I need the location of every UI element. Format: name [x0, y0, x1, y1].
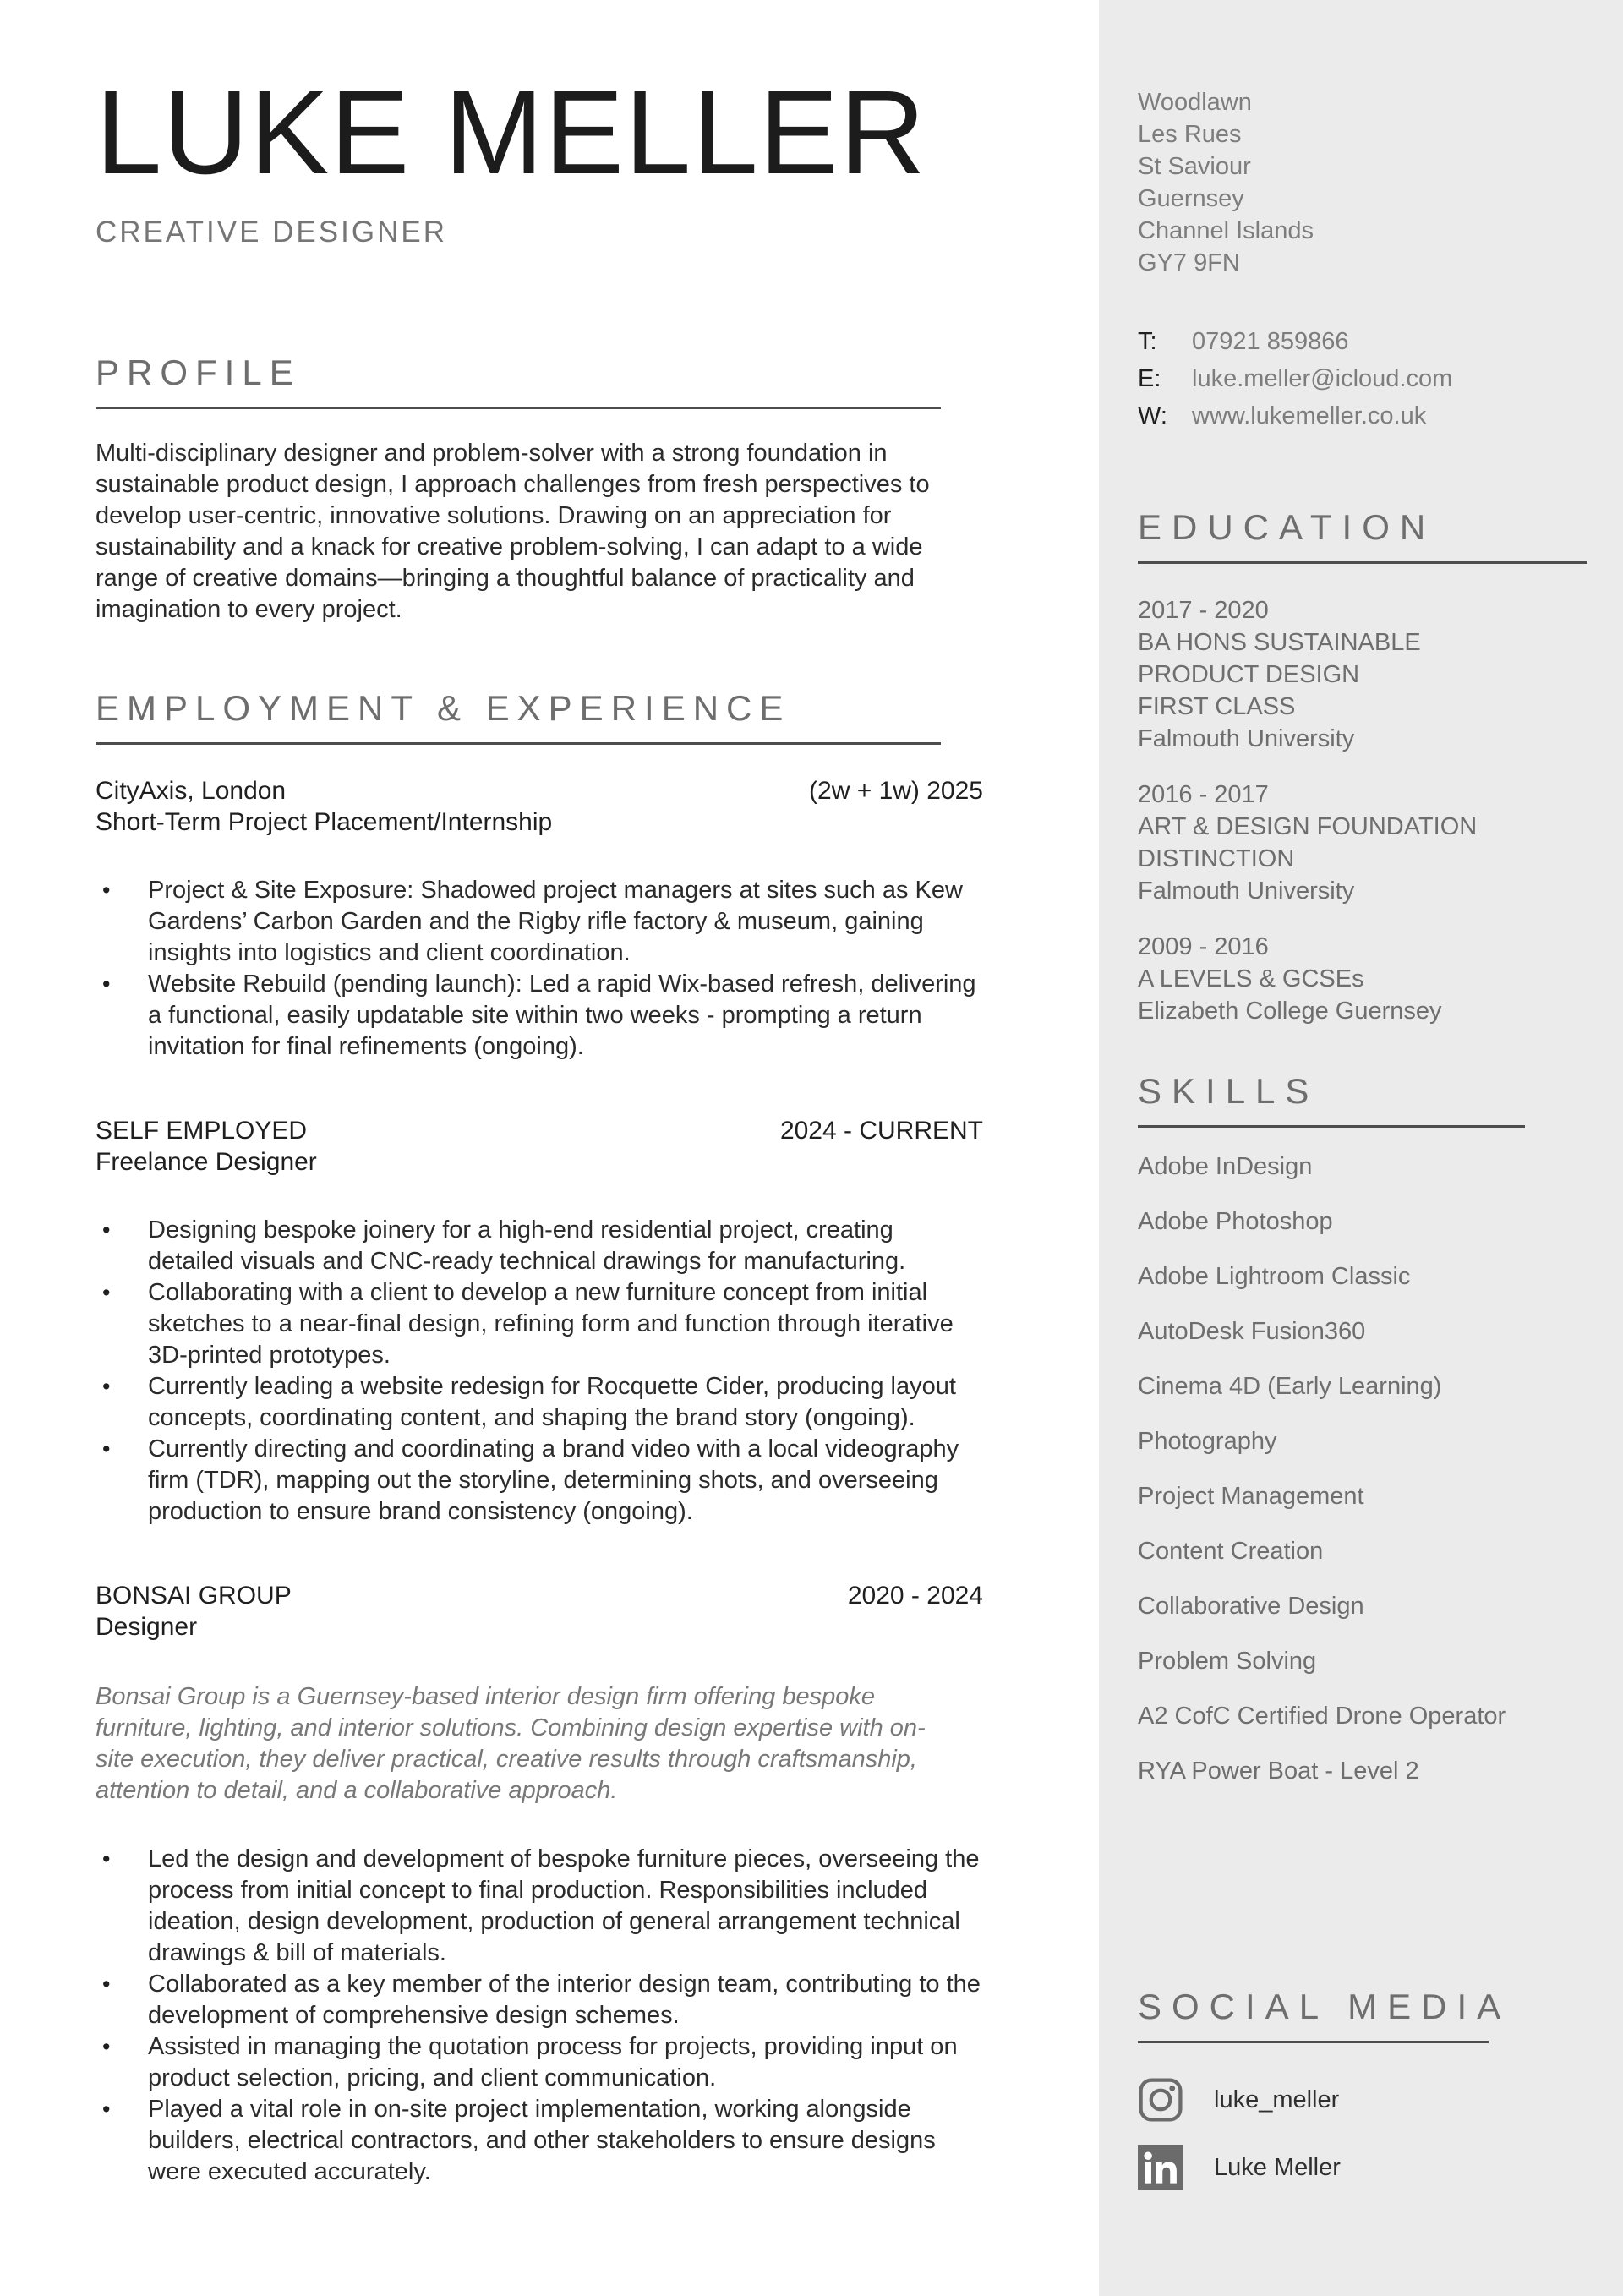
page-title: LUKE MELLER — [96, 65, 926, 199]
job-company: BONSAI GROUP — [96, 1582, 292, 1610]
skills-heading: SKILLS — [1138, 1071, 1320, 1111]
skill-item: AutoDesk Fusion360 — [1138, 1318, 1366, 1345]
education-grade: DISTINCTION — [1138, 845, 1295, 872]
linkedin-icon — [1138, 2145, 1183, 2190]
job-bullet-list — [96, 1844, 983, 2188]
contact-block — [1138, 323, 1587, 435]
address-line: Les Rues — [1138, 121, 1242, 148]
address-line: St Saviour — [1138, 153, 1251, 180]
employment-section — [96, 688, 983, 2188]
profile-heading: PROFILE — [96, 353, 301, 392]
bullet-item: • Played a vital role in on-site project implementation, working alongside builders, electrical contractors, and other stakeholders to ensure designs were executed accurately. — [96, 2094, 983, 2188]
social-media-heading: SOCIAL MEDIA — [1138, 1987, 1511, 2026]
profile-section — [96, 353, 983, 626]
skill-item: Adobe InDesign — [1138, 1153, 1313, 1180]
section-rule — [1138, 1125, 1525, 1128]
section-rule — [1138, 2041, 1489, 2043]
linkedin-handle[interactable]: Luke Meller — [1214, 2153, 1341, 2181]
bullet-item: • Led the design and development of bespoke furniture pieces, overseeing the process from initial concept to final production. Responsibilities included ideation, design development, production of general arrangement technical drawings & bill of materials. — [96, 1844, 983, 1969]
education-section — [1138, 507, 1587, 1027]
bullet-item: • Collaborating with a client to develop a new furniture concept from initial sketches to a near-final design, refining form and function through iterative 3D-printed prototypes. — [96, 1277, 983, 1371]
job-company: SELF EMPLOYED — [96, 1117, 308, 1145]
education-dates: 2009 - 2016 — [1138, 933, 1269, 960]
employment-heading: EMPLOYMENT & EXPERIENCE — [96, 688, 791, 728]
job-title-subtitle: CREATIVE DESIGNER — [96, 216, 447, 249]
education-degree: PRODUCT DESIGN — [1138, 661, 1360, 688]
job-entry-cityaxis — [96, 775, 983, 1063]
skill-item: A2 CofC Certified Drone Operator — [1138, 1703, 1506, 1730]
website-link[interactable]: www.lukemeller.co.uk — [1192, 402, 1427, 429]
instagram-account-row[interactable] — [1138, 2077, 1587, 2123]
skills-section — [1138, 1071, 1587, 1787]
education-dates: 2016 - 2017 — [1138, 781, 1269, 808]
address-line: Channel Islands — [1138, 217, 1314, 244]
section-rule — [1138, 561, 1587, 564]
job-header — [96, 775, 983, 806]
skill-item: Project Management — [1138, 1483, 1364, 1510]
contact-email-row — [1138, 360, 1587, 397]
address-line: Woodlawn — [1138, 89, 1252, 116]
address-line: Guernsey — [1138, 185, 1244, 212]
job-company: CityAxis, London — [96, 777, 287, 805]
education-school: Falmouth University — [1138, 877, 1355, 905]
profile-text: Multi-disciplinary designer and problem-solver with a strong foundation in sustainable product design, I approach challenges from fresh perspectives to develop user-centric, innovative solutions. Drawing on an appreciation for sustainability and a knack for creative problem-solving, I can adapt to a wide range of creative domains—bringing a thoughtful balance of practicality and imagination to every project. — [96, 440, 930, 623]
email-label: E: — [1138, 365, 1161, 392]
job-role: Designer — [96, 1613, 198, 1641]
skill-item: Content Creation — [1138, 1538, 1324, 1565]
bullet-item: • Currently leading a website redesign for Rocquette Cider, producing layout concepts, coordinating content, and shaping the brand story (ongoing). — [96, 1371, 983, 1434]
job-bullet-list — [96, 1215, 983, 1528]
email-link[interactable]: luke.meller@icloud.com — [1192, 365, 1453, 392]
section-rule — [96, 407, 941, 409]
education-dates: 2017 - 2020 — [1138, 597, 1269, 624]
sidebar — [1099, 0, 1623, 2296]
bullet-item: • Designing bespoke joinery for a high-end residential project, creating detailed visuals and CNC-ready technical drawings for manufacturing. — [96, 1215, 983, 1277]
education-degree: BA HONS SUSTAINABLE — [1138, 629, 1421, 656]
education-heading: EDUCATION — [1138, 507, 1436, 547]
social-media-section — [1138, 1987, 1587, 2190]
address-block — [1138, 86, 1587, 279]
linkedin-account-row[interactable] — [1138, 2145, 1587, 2190]
skill-item: Collaborative Design — [1138, 1593, 1364, 1620]
job-bullet-list — [96, 875, 983, 1063]
skill-item: Photography — [1138, 1428, 1277, 1455]
education-entry — [1138, 779, 1587, 907]
contact-website-row — [1138, 397, 1587, 435]
main-column — [96, 0, 983, 2188]
job-header — [96, 1115, 983, 1146]
bullet-item: • Website Rebuild (pending launch): Led a rapid Wix-based refresh, delivering a functional, easily updatable site within two weeks - prompting a return invitation for final refinements (ongoing). — [96, 969, 983, 1063]
job-header — [96, 1580, 983, 1611]
education-school: Falmouth University — [1138, 725, 1355, 752]
job-date: (2w + 1w) 2025 — [809, 777, 983, 805]
skill-item: Adobe Photoshop — [1138, 1208, 1333, 1235]
address-line: GY7 9FN — [1138, 249, 1240, 276]
bullet-item: • Collaborated as a key member of the interior design team, contributing to the development of comprehensive design schemes. — [96, 1969, 983, 2031]
company-description: Bonsai Group is a Guernsey-based interior design firm offering bespoke furniture, lighting, and interior solutions. Combining design expertise with on-site execution, they deliver practical, creative results through craftsmanship, attention to detail, and a collaborative approach. — [96, 1683, 926, 1804]
job-entry-self-employed — [96, 1115, 983, 1528]
skill-item: Adobe Lightroom Classic — [1138, 1263, 1411, 1290]
website-label: W: — [1138, 402, 1167, 429]
job-entry-bonsai-group — [96, 1580, 983, 2188]
education-school: Elizabeth College Guernsey — [1138, 998, 1442, 1025]
job-role: Freelance Designer — [96, 1148, 317, 1176]
skill-item: Cinema 4D (Early Learning) — [1138, 1373, 1442, 1400]
skill-item: Problem Solving — [1138, 1648, 1317, 1675]
bullet-item: • Project & Site Exposure: Shadowed project managers at sites such as Kew Gardens’ Carbon Garden and the Rigby rifle factory & museum, gaining insights into logistics and client coordination. — [96, 875, 983, 969]
education-entry — [1138, 594, 1587, 755]
job-role: Short-Term Project Placement/Internship — [96, 808, 553, 836]
contact-phone-row — [1138, 323, 1587, 360]
job-date: 2020 - 2024 — [847, 1582, 983, 1610]
section-rule — [96, 742, 941, 745]
education-degree: A LEVELS & GCSEs — [1138, 965, 1364, 992]
bullet-item: • Currently directing and coordinating a brand video with a local videography firm (TDR), mapping out the storyline, determining shots, and overseeing production to ensure brand consistency (ongoing). — [96, 1434, 983, 1528]
bullet-item: • Assisted in managing the quotation process for projects, providing input on product selection, pricing, and client communication. — [96, 2031, 983, 2094]
phone-value: 07921 859866 — [1192, 328, 1349, 355]
skill-item: RYA Power Boat - Level 2 — [1138, 1758, 1419, 1785]
phone-label: T: — [1138, 328, 1157, 355]
education-grade: FIRST CLASS — [1138, 693, 1296, 720]
job-date: 2024 - CURRENT — [779, 1117, 983, 1145]
instagram-handle[interactable]: luke_meller — [1214, 2086, 1340, 2113]
education-degree: ART & DESIGN FOUNDATION — [1138, 813, 1478, 840]
education-entry — [1138, 931, 1587, 1027]
instagram-icon — [1138, 2077, 1183, 2123]
